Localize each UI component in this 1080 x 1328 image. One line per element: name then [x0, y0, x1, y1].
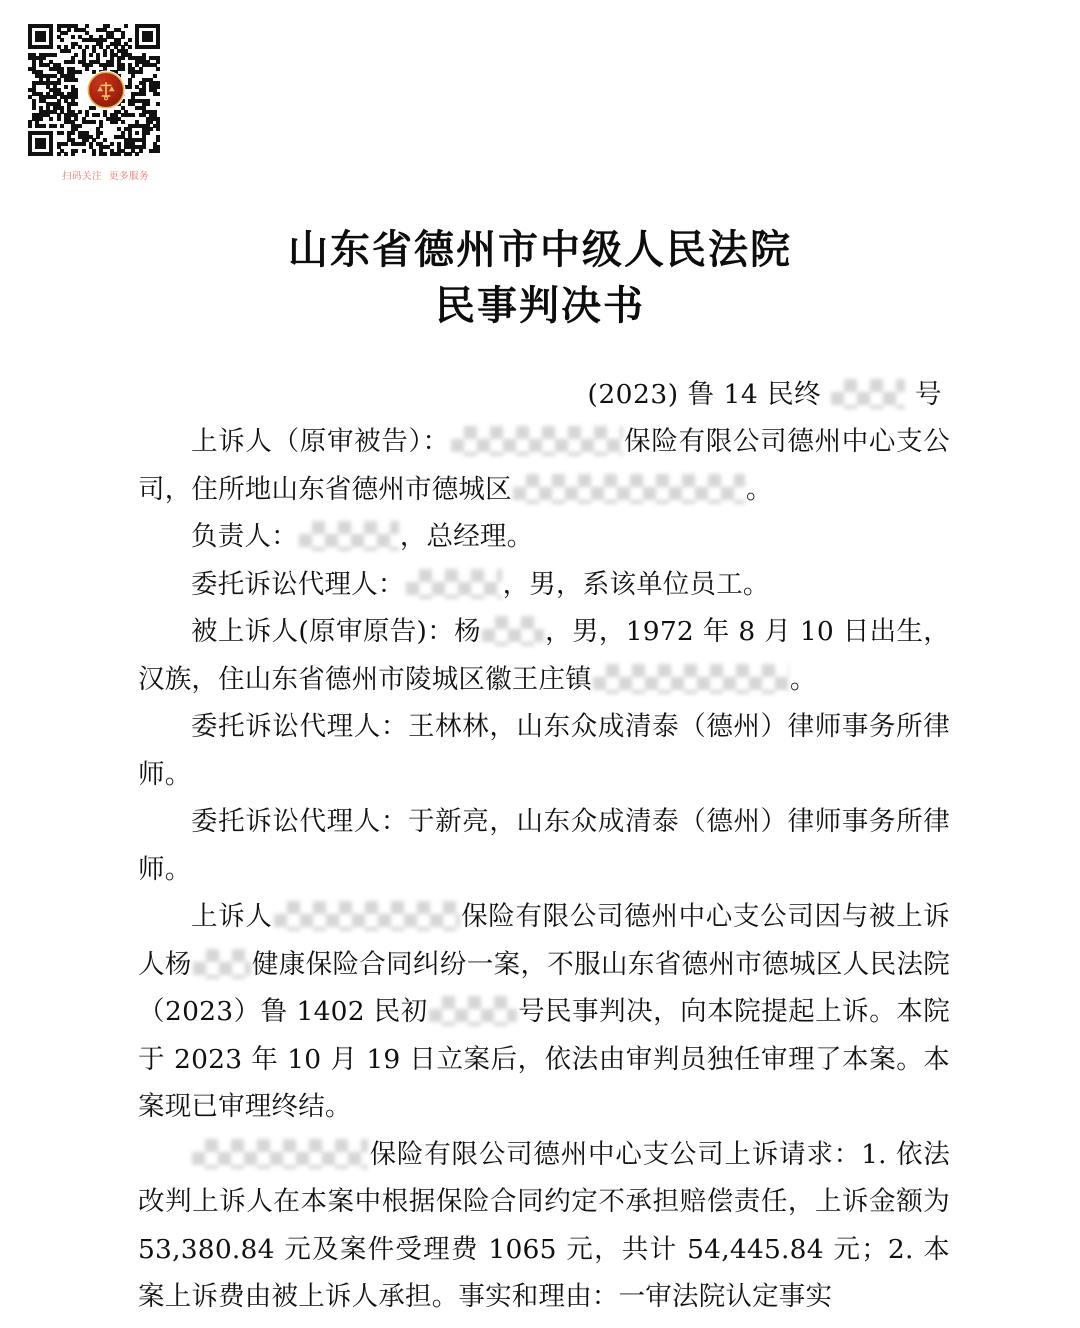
paragraph-text: ，男，1972 年 8 月 10 日出生，汉族，住山东省德州市陵城区徽王庄镇 [138, 616, 951, 695]
document-body [138, 372, 950, 1321]
case-number-line [138, 372, 950, 418]
paragraph-text: 委托诉讼代理人： [191, 568, 405, 600]
paragraph-text: 健康保险合同纠纷一案，不服山东省德州市德城区人民法院（2023）鲁 1402 民初 [138, 948, 950, 1027]
redaction-block [451, 426, 623, 456]
redaction-block [429, 996, 517, 1026]
paragraph-text: 被上诉人(原审原告)：杨 [191, 616, 481, 647]
court-emblem-icon [89, 73, 123, 107]
paragraph-text: 。 [745, 473, 773, 505]
paragraph-text: 号民事判决，向本院提起上诉。本院于 2023 年 10 月 19 日立案后，依法由审判员独任审理了本案。本案现已审理终结。 [138, 996, 950, 1122]
redaction-case-number [831, 379, 905, 409]
paragraph-text: ，总经理。 [399, 521, 534, 552]
redaction-block [406, 569, 502, 599]
paragraph-appellee [138, 608, 950, 703]
redaction-block [274, 901, 460, 931]
qr-caption: 扫码关注 更多服务 [61, 171, 150, 182]
redaction-block [482, 616, 544, 646]
paragraph-text: 上诉人（原审被告）： [191, 426, 450, 457]
paragraph-case-history [138, 893, 950, 1131]
case-number-prefix: 鲁 14 民终 [687, 379, 822, 410]
document-title [0, 222, 1080, 334]
case-number-suffix: 号 [915, 379, 942, 410]
paragraph-text: ，男，系该单位员工。 [502, 568, 770, 600]
paragraph-text: 保险有限公司德州中心支公司因与被上诉人杨 [138, 901, 950, 980]
paragraph-text: 上诉人 [191, 901, 273, 932]
qr-code-block[interactable] [18, 14, 193, 182]
paragraph-text: 保险有限公司德州中心支公司，住所地山东省德州市德城区 [138, 426, 951, 505]
paragraph-legal-representative [138, 513, 950, 561]
paragraph-text: 。 [789, 663, 817, 695]
paragraph-text: 负责人： [191, 521, 298, 552]
case-number-year: (2023) [587, 379, 679, 410]
paragraph-appeal-claims [138, 1131, 950, 1321]
qr-code-canvas[interactable] [18, 14, 193, 166]
redaction-block [593, 664, 789, 694]
paragraph-appellant-agent [138, 561, 950, 609]
redaction-block [193, 949, 251, 979]
paragraph-text: 保险有限公司德州中心支公司上诉请求：1. 依法改判上诉人在本案中根据保险合同约定不承担赔偿责任，上诉金额为 53,380.84 元及案件受理费 1065 元，共计 54,445.84 元；2. 本案上诉费由被上诉人承担。事实和理由：一审法院认定事实 [138, 1138, 950, 1312]
redaction-block [299, 521, 399, 551]
paragraph-list [138, 418, 950, 1321]
paragraph-text: 委托诉讼代理人：于新亮，山东众成清泰（德州）律师事务所律师。 [138, 806, 950, 885]
paragraph-text: 委托诉讼代理人：王林林，山东众成清泰（德州）律师事务所律师。 [138, 711, 950, 790]
paragraph-appellee-agent-2 [138, 798, 950, 893]
paragraph-appellee-agent-1 [138, 703, 950, 798]
redaction-block [192, 1139, 368, 1169]
document-type-title: 民事判决书 [435, 282, 645, 329]
redaction-block [513, 474, 745, 504]
paragraph-appellant [138, 418, 950, 513]
court-name: 山东省德州市中级人民法院 [288, 226, 792, 273]
